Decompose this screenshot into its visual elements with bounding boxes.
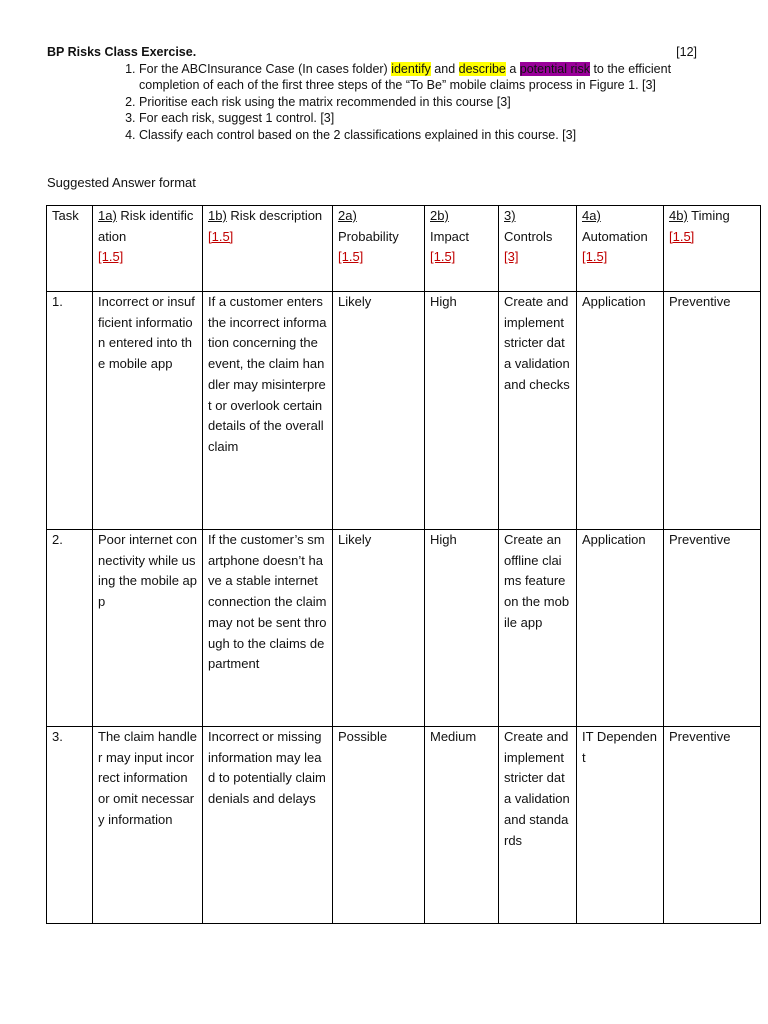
header-probability bbox=[333, 206, 425, 292]
cell-controls: Create and implement stricter data validation and checks bbox=[499, 292, 577, 530]
cell-timing: Preventive bbox=[664, 727, 761, 924]
header-c7-text: Timing bbox=[687, 208, 730, 223]
header-c2-num: 1b) bbox=[208, 208, 227, 223]
task-list bbox=[47, 61, 697, 144]
cell-impact: High bbox=[425, 530, 499, 727]
highlight-identify: identify bbox=[391, 61, 431, 76]
cell-probability: Possible bbox=[333, 727, 425, 924]
header-c7-ref: [1.5] bbox=[669, 228, 695, 244]
cell-timing: Preventive bbox=[664, 530, 761, 727]
format-label: Suggested Answer format bbox=[47, 175, 196, 190]
highlight-potential-risk: potential risk bbox=[519, 61, 590, 76]
cell-automation: Application bbox=[577, 530, 664, 727]
header-c7-num: 4b) bbox=[669, 208, 688, 223]
title-row bbox=[47, 44, 697, 61]
header-c6-num: 4a) bbox=[582, 208, 601, 223]
header-c5-ref: [3] bbox=[504, 249, 519, 265]
task1-text-d: to the efficient completion of each of the first three steps of the “To Be” mobile claims process in Figure 1. [3] bbox=[139, 61, 672, 92]
highlight-describe: describe bbox=[458, 61, 506, 76]
header-automation bbox=[577, 206, 664, 292]
cell-impact: High bbox=[425, 292, 499, 530]
header-risk-description bbox=[203, 206, 333, 292]
table-row bbox=[47, 292, 761, 530]
cell-impact: Medium bbox=[425, 727, 499, 924]
task-item-3: 3. For each risk, suggest 1 control. [3] bbox=[139, 110, 697, 127]
header-c3-text: Probability bbox=[338, 228, 399, 244]
header-c2-text: Risk description bbox=[226, 208, 323, 223]
cell-risk: Poor internet connectivity while using the mobile app bbox=[93, 530, 203, 727]
table-row bbox=[47, 727, 761, 924]
header-c6-ref: [1.5] bbox=[582, 249, 608, 265]
header-c4-ref: [1.5] bbox=[430, 249, 456, 265]
task1-text-b: and bbox=[430, 61, 459, 76]
cell-risk: The claim handler may input incorrect information or omit necessary information bbox=[93, 727, 203, 924]
answer-table bbox=[46, 205, 761, 924]
task1-text-c: a bbox=[505, 61, 520, 76]
cell-probability: Likely bbox=[333, 530, 425, 727]
cell-controls: Create an offline claims feature on the mobile app bbox=[499, 530, 577, 727]
header-c5-text: Controls bbox=[504, 228, 553, 244]
cell-task: 2. bbox=[47, 530, 93, 727]
cell-task: 3. bbox=[47, 727, 93, 924]
cell-automation: IT Dependent bbox=[577, 727, 664, 924]
header-controls bbox=[499, 206, 577, 292]
task-item-2: 2. Prioritise each risk using the matrix recommended in this course [3] bbox=[139, 94, 697, 111]
header-c1-ref: [1.5] bbox=[98, 249, 124, 265]
table-header-row bbox=[47, 206, 761, 292]
header-c3-num: 2a) bbox=[338, 208, 357, 223]
total-marks: [12] bbox=[676, 45, 697, 59]
task1-text-a: For the ABCInsurance Case (In cases folder) bbox=[139, 61, 392, 76]
header-c1-num: 1a) bbox=[98, 208, 117, 223]
header-risk-identification bbox=[93, 206, 203, 292]
cell-description: If a customer enters the incorrect information concerning the event, the claim handler may misinterpret or overlook certain details of the overall claim bbox=[203, 292, 333, 530]
cell-task: 1. bbox=[47, 292, 93, 530]
header-task: Task bbox=[47, 206, 93, 292]
cell-probability: Likely bbox=[333, 292, 425, 530]
table-row bbox=[47, 530, 761, 727]
task-item-1 bbox=[139, 61, 697, 94]
header-impact bbox=[425, 206, 499, 292]
header-c4-text: Impact bbox=[430, 228, 470, 244]
cell-description: Incorrect or missing information may lead to potentially claim denials and delays bbox=[203, 727, 333, 924]
header-c3-ref: [1.5] bbox=[338, 249, 364, 265]
cell-timing: Preventive bbox=[664, 292, 761, 530]
task-item-4: 4. Classify each control based on the 2 classifications explained in this course. [3] bbox=[139, 127, 697, 144]
header-c4-num: 2b) bbox=[430, 208, 449, 223]
exercise-header bbox=[47, 44, 697, 143]
cell-controls: Create and implement stricter data validation and standards bbox=[499, 727, 577, 924]
cell-automation: Application bbox=[577, 292, 664, 530]
header-c2-ref: [1.5] bbox=[208, 228, 234, 244]
header-c6-text: Automation bbox=[582, 228, 648, 244]
header-c1-text: Risk identification bbox=[98, 208, 194, 244]
header-timing bbox=[664, 206, 761, 292]
exercise-title: BP Risks Class Exercise. bbox=[47, 45, 197, 59]
cell-description: If the customer’s smartphone doesn’t have a stable internet connection the claim may not be sent through to the claims department bbox=[203, 530, 333, 727]
cell-risk: Incorrect or insufficient information entered into the mobile app bbox=[93, 292, 203, 530]
header-c5-num: 3) bbox=[504, 208, 516, 223]
